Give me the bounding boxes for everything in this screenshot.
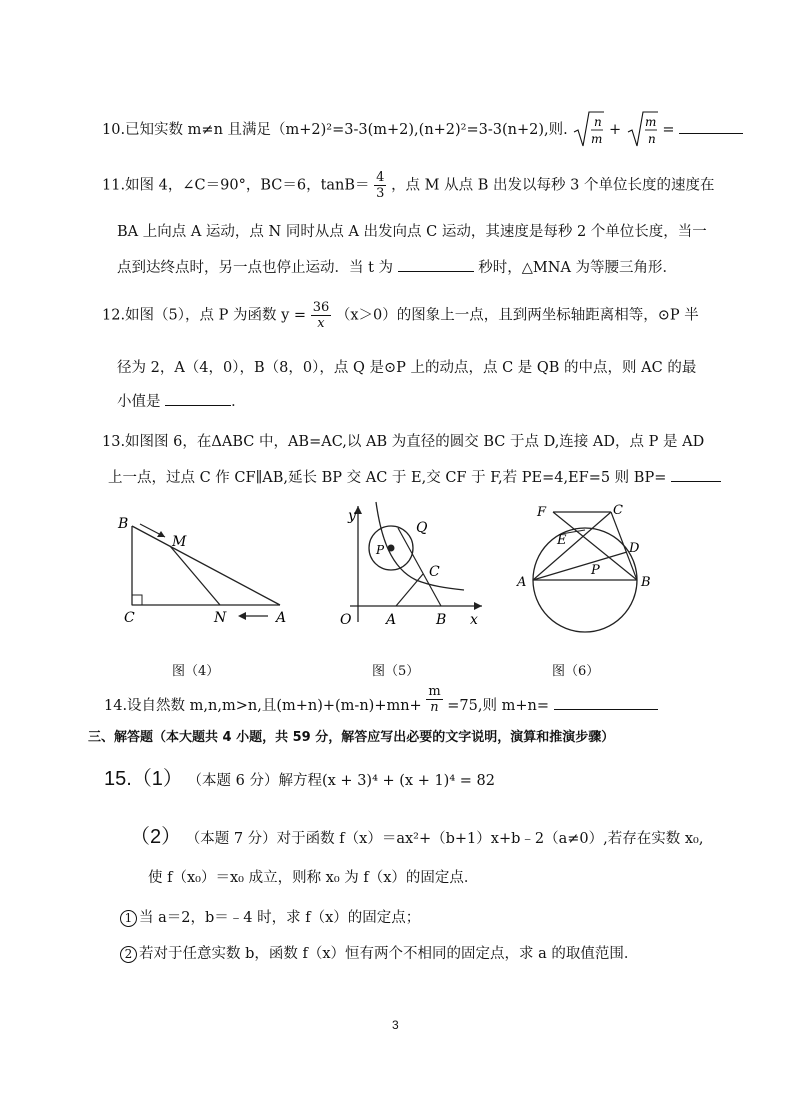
label-P: P (376, 543, 385, 557)
segment-AC (396, 574, 423, 606)
label-B: B (641, 575, 651, 590)
label-x: x (470, 612, 478, 628)
question-12-line-1 (102, 300, 699, 331)
right-angle-icon (132, 595, 142, 605)
radical-sign-icon (572, 110, 604, 150)
question-14-text-b: =75,则 m+n= (447, 698, 549, 714)
part-2-text-2: 使 f（x₀）＝x₀ 成立，则称 x₀ 为 f（x）的固定点． (148, 870, 479, 886)
question-15-part-2-line-2 (148, 866, 478, 887)
circled-one-icon: 1 (120, 910, 137, 927)
figure-4 (110, 510, 300, 630)
question-11-line-3 (117, 256, 677, 277)
tanB-fraction (374, 170, 386, 201)
plus-sign: + (608, 122, 622, 138)
sqrt-n-over-m (572, 110, 604, 150)
figure-4-caption: 图（4） (172, 664, 220, 679)
question-11-text-a: 11.如图 4，∠C＝90°，BC＝6，tanB＝ (102, 177, 370, 194)
question-15-part-1 (104, 762, 495, 791)
label-C: C (124, 610, 135, 626)
figure-6-caption: 图（6） (552, 664, 600, 679)
question-12-line-3: 小值是 ． (117, 390, 246, 411)
segment-BA (132, 526, 280, 605)
x-axis-arrow-icon (474, 602, 482, 610)
label-B: B (118, 516, 129, 532)
question-11-line-2 (117, 220, 707, 241)
question-15-sub-1 (120, 906, 420, 927)
part-2-text: （本题 7 分）对于函数 f（x）＝ax²+（b+1）x+b﹣2（a≠0）,若存在实数 x₀, (185, 831, 704, 847)
question-10 (102, 110, 743, 150)
page-number: 3 (392, 1018, 399, 1032)
sqrt-m-over-n (626, 110, 658, 150)
label-A: A (517, 575, 527, 590)
fraction-numerator: 4 (376, 170, 385, 185)
answer-blank-11[interactable] (398, 257, 474, 272)
question-15-sub-2 (120, 942, 638, 963)
fraction-denominator: 3 (376, 186, 385, 201)
svg-text:m: m (644, 115, 657, 129)
svg-text:m: m (591, 132, 603, 146)
label-O: O (340, 612, 352, 628)
question-12-text-a: 12.如图（5），点 P 为函数 y = (102, 307, 307, 324)
question-10-text: 10.已知实数 m≠n 且满足（m+2)²=3-3(m+2),(n+2)²=3-3(n+2),则. (102, 122, 568, 138)
question-13-line-2 (108, 466, 721, 487)
fraction-numerator: 36 (312, 300, 330, 315)
answer-blank-13[interactable] (671, 467, 721, 482)
question-13-line-1 (102, 430, 704, 451)
question-12-line-2 (117, 356, 696, 377)
circled-two-icon: 2 (120, 946, 137, 963)
label-B: B (436, 612, 447, 628)
label-F: F (537, 505, 547, 520)
arrowhead-icon (238, 612, 246, 620)
point-P-icon (388, 545, 395, 552)
label-M: M (172, 534, 187, 550)
fraction-numerator: m (428, 684, 441, 699)
equals-sign: = (662, 122, 675, 138)
question-13-text-1: 13.如图图 6，在ΔABC 中，AB=AC,以 AB 为直径的圆交 BC 于点 D,连接 AD，点 P 是 AD (102, 434, 705, 450)
label-P: P (591, 563, 600, 578)
question-14-text-a: 14.设自然数 m,n,m>n,且(m+n)+(m-n)+mn+ (104, 698, 422, 714)
answer-blank-14[interactable] (554, 695, 658, 710)
question-14 (104, 684, 658, 715)
label-C: C (613, 503, 623, 518)
question-12-text-2: 径为 2，A（4，0），B（8，0），点 Q 是⊙P 上的动点，点 C 是 QB 的中点，则 AC 的最 (117, 360, 697, 376)
sub-1-text: 当 a＝2，b＝﹣4 时，求 f（x）的固定点； (139, 910, 421, 926)
m-over-n-fraction (426, 684, 442, 715)
part-1-text: （本题 6 分）解方程(x + 3)⁴ + (x + 1)⁴ = 82 (187, 773, 495, 789)
question-15-number: 15. (104, 768, 132, 790)
question-12-text-b: （x＞0）的图象上一点，且到两坐标轴距离相等，⊙P 半 (335, 307, 699, 324)
function-fraction (311, 300, 332, 331)
question-11-text-3b: 秒时，△MNA 为等腰三角形． (478, 260, 678, 276)
question-11-text-b: ，点 M 从点 B 出发以每秒 3 个单位长度的速度在 (391, 177, 715, 194)
part-1-marker: （1） (131, 768, 183, 790)
fraction-denominator: x (317, 316, 325, 331)
fraction-denominator: n (430, 700, 439, 715)
section-3-heading: 三、解答题（本大题共 4 小题，共 59 分，解答应写出必要的文字说明，演算和推演步骤） (88, 730, 615, 745)
label-A: A (386, 612, 397, 628)
question-11-line-1 (102, 170, 714, 201)
figure-6 (505, 500, 665, 640)
answer-blank-12[interactable] (165, 391, 231, 406)
segment-AD (533, 552, 627, 580)
figure-5 (336, 498, 486, 633)
label-y: y (348, 508, 356, 524)
svg-text:n: n (647, 132, 656, 146)
segment-MN (170, 546, 220, 605)
radical-sign-icon (626, 110, 658, 150)
question-13-text-2: 上一点，过点 C 作 CF∥AB,延长 BP 交 AC 于 E,交 CF 于 F,若 PE=4,EF=5 则 BP= (108, 470, 667, 486)
label-C: C (429, 564, 440, 580)
figure-5-caption: 图（5） (372, 664, 420, 679)
answer-blank-10[interactable] (679, 119, 743, 134)
question-11-text-2: BA 上向点 A 运动，点 N 同时从点 A 出发向点 C 运动，其速度是每秒 2 个单位长度，当一 (117, 224, 707, 240)
part-2-marker: （2） (130, 826, 182, 848)
label-Q: Q (416, 520, 428, 536)
label-E: E (557, 533, 567, 548)
sub-2-text: 若对于任意实数 b，函数 f（x）恒有两个不相同的固定点，求 a 的取值范围． (139, 946, 639, 962)
svg-text:n: n (594, 115, 603, 129)
label-A: A (276, 610, 287, 626)
label-D: D (629, 541, 640, 556)
question-15-part-2-line-1 (130, 820, 703, 849)
question-12-text-3: 小值是 (117, 394, 161, 410)
label-N: N (214, 610, 227, 626)
question-11-text-3a: 点到达终点时，另一点也停止运动．当 t 为 (117, 260, 394, 276)
